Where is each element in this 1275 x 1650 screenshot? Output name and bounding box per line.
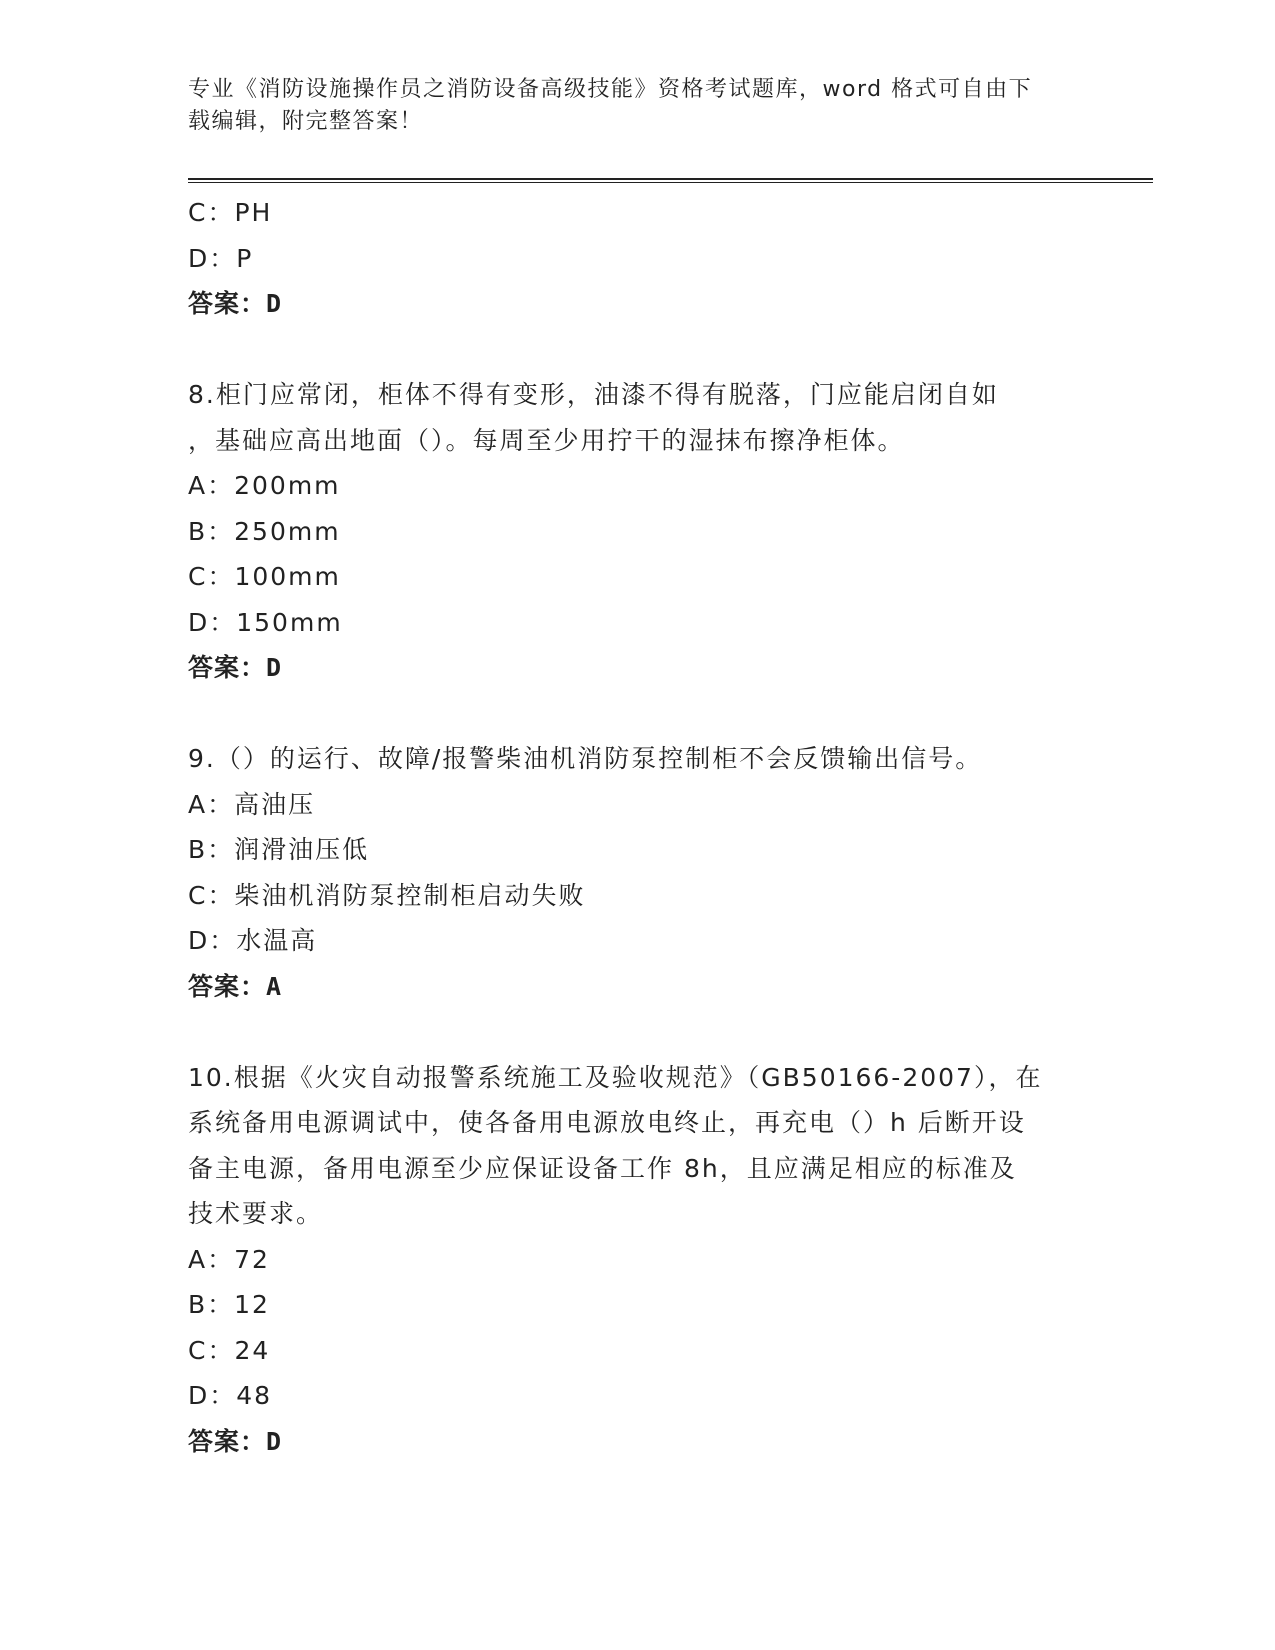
- q10-answer: 答案：D: [188, 1426, 283, 1456]
- q10-option-c: C：24: [188, 1335, 271, 1365]
- q8-option-a: A：200mm: [188, 471, 341, 500]
- q8-option-d: D：150mm: [188, 607, 343, 637]
- document-header: [188, 74, 1088, 138]
- q9-option-d: D：水温高: [188, 926, 318, 955]
- q9-stem-line-1: 9.（）的运行、故障/报警柴油机消防泵控制柜不会反馈输出信号。: [188, 744, 983, 773]
- q10-stem-line-4: 技术要求。: [188, 1199, 324, 1228]
- header-line-2: 载编辑，附完整答案！: [188, 109, 424, 134]
- header-divider: [188, 178, 1153, 183]
- prev-option-c: C：PH: [188, 198, 273, 227]
- q10-option-a: A：72: [188, 1244, 270, 1274]
- q10-stem-line-1: 10.根据《火灾自动报警系统施工及验收规范》（GB50166-2007），在: [188, 1062, 1043, 1092]
- q9-option-b: B：润滑油压低: [188, 835, 370, 864]
- q8-stem-line-2: ，基础应高出地面（）。每周至少用拧干的湿抹布擦净柜体。: [188, 425, 905, 455]
- q8-stem-line-1: 8.柜门应常闭，柜体不得有变形，油漆不得有脱落，门应能启闭自如: [188, 380, 999, 409]
- q8-answer: 答案：D: [188, 653, 283, 682]
- q8-option-c: C：100mm: [188, 562, 341, 591]
- prev-option-d: D：P: [188, 243, 254, 273]
- q9-answer: 答案：A: [188, 971, 283, 1001]
- q10-option-b: B：12: [188, 1290, 270, 1319]
- q8-option-b: B：250mm: [188, 516, 341, 546]
- q10-stem-line-3: 备主电源，备用电源至少应保证设备工作 8h，且应满足相应的标准及: [188, 1153, 1017, 1183]
- question-list: [188, 190, 1088, 1464]
- q9-option-c: C：柴油机消防泵控制柜启动失败: [188, 880, 586, 910]
- header-line-1: 专业《消防设施操作员之消防设备高级技能》资格考试题库，word 格式可自由下: [188, 77, 1033, 102]
- prev-answer: 答案：D: [188, 289, 283, 318]
- q9-option-a: A：高油压: [188, 789, 316, 819]
- q10-option-d: D：48: [188, 1381, 273, 1410]
- q10-stem-line-2: 系统备用电源调试中，使各备用电源放电终止，再充电（）h 后断开设: [188, 1108, 1026, 1137]
